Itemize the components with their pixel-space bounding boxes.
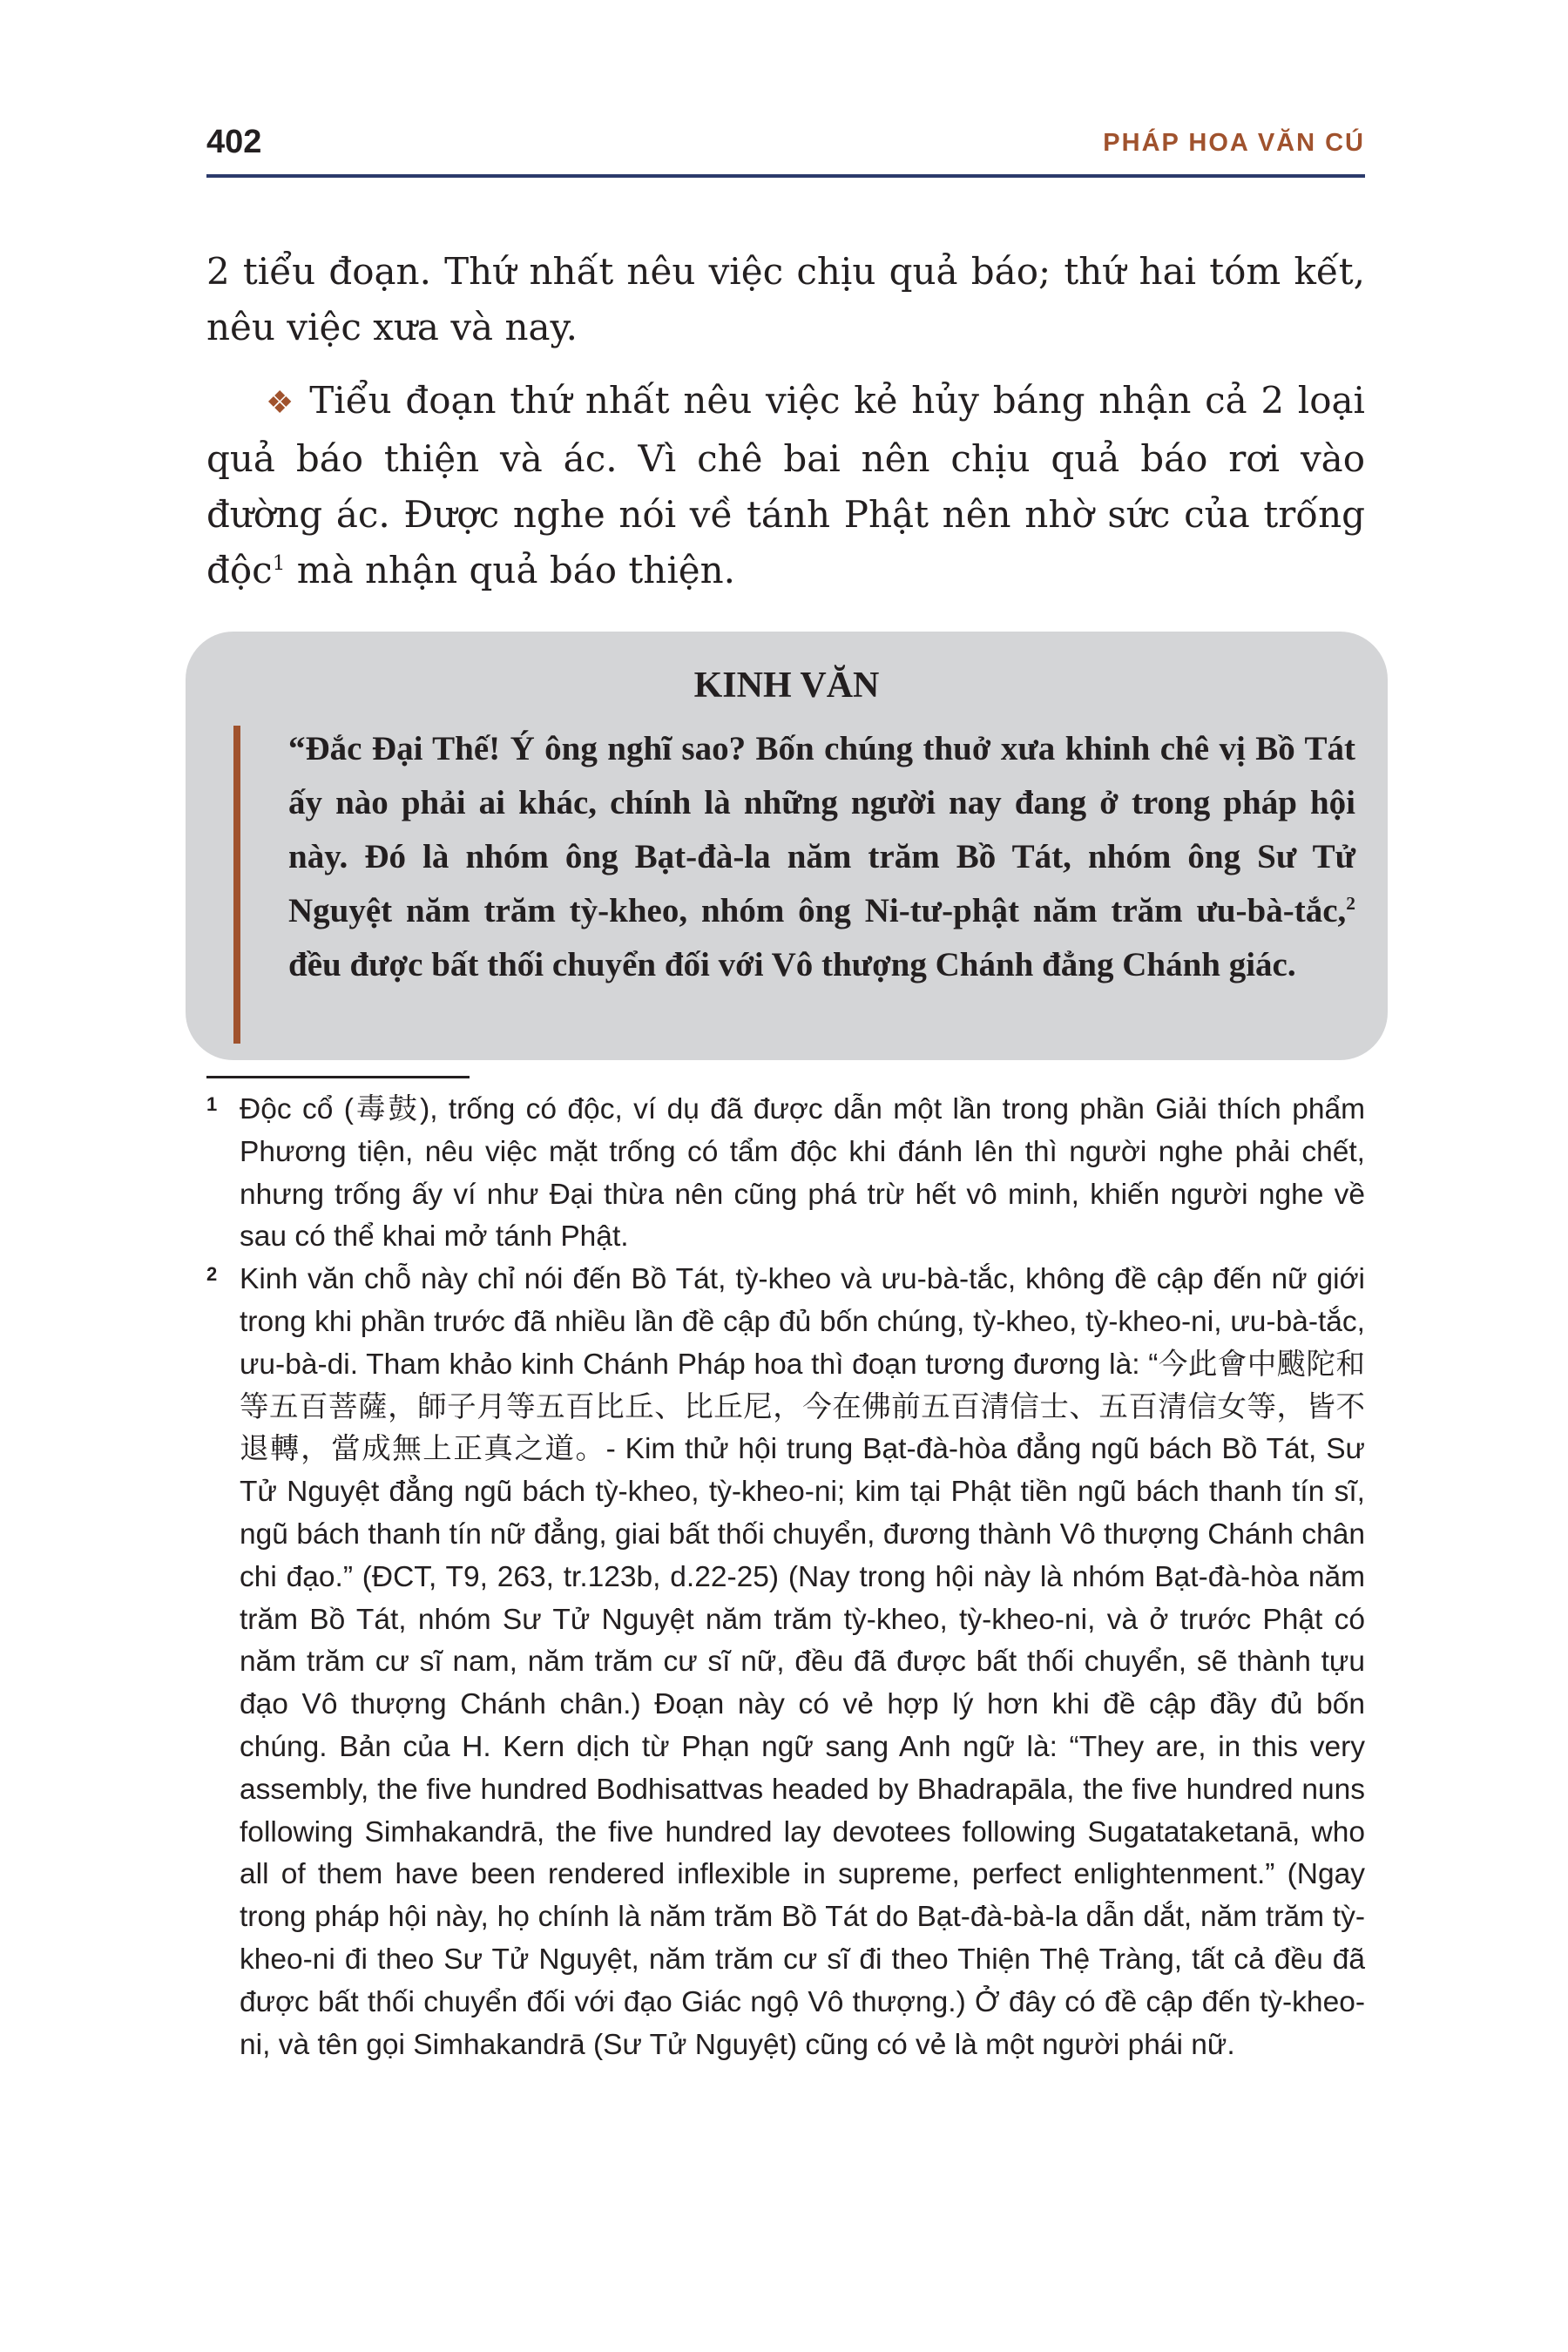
bullet-icon: ❖ (266, 385, 296, 421)
footnote-marker: 1 (206, 1093, 218, 1115)
running-title: PHÁP HOA VĂN CÚ (1103, 129, 1365, 157)
footnote-1 (206, 1089, 1365, 1259)
page-number: 402 (206, 124, 262, 160)
footnote-divider (206, 1076, 470, 1078)
scripture-text: “Đắc Đại Thế! Ý ông nghĩ sao? Bốn chúng thuở xưa khinh chê vị Bồ Tát ấy nào phải ai khác, chính là những người nay đang ở trong pháp hội này. Đó là nhóm ông Bạt-đà-la năm trăm Bồ Tát, nhóm ông Sư Tử Nguyệt năm trăm tỳ-kheo, nhóm ông Ni-tư-phật năm trăm ưu-bà-tắc,$^2$ đều được bất thối chuyển đối với Vô thượng Chánh đẳng Chánh giác. (288, 730, 1355, 983)
scripture-title: KINH VĂN (693, 666, 880, 706)
footnote-text: Kinh văn chỗ này chỉ nói đến Bồ Tát, tỳ-kheo và ưu-bà-tắc, không đề cập đến nữ giới trong khi phần trước đã nhiều lần đề cập đủ bốn chúng, tỳ-kheo, tỳ-kheo-ni, ưu-bà-tắc, ưu-bà-di. Tham khảo kinh Chánh Pháp hoa thì đoạn tương đương là: “今此會中颰陀和等五百菩薩，師子月等五百比丘、比丘尼，今在佛前五百清信士、五百清信女等，皆不退轉，當成無上正真之道。- Kim thử hội trung Bạt-đà-hòa đẳng ngũ bách Bồ Tát, Sư Tử Nguyệt đẳng ngũ bách tỳ-kheo, tỳ-kheo-ni; kim tại Phật tiền ngũ bách thanh tín sĩ, ngũ bách thanh tín nữ đẳng, giai bất thối chuyển, đương thành Vô thượng Chánh chân chi đạo.” (ĐCT, T9, 263, tr.123b, d.22-25) (Nay trong hội này là nhóm Bạt-đà-hòa năm trăm Bồ Tát, nhóm Sư Tử Nguyệt năm trăm tỳ-kheo, tỳ-kheo-ni, và ở trước Phật có năm trăm cư sĩ nam, năm trăm cư sĩ nữ, đều đã được bất thối chuyển, sẽ thành tựu đạo Vô thượng Chánh chân.) Đoạn này có vẻ hợp lý hơn khi đề cập đầy đủ bốn chúng. Bản của H. Kern dịch từ Phạn ngữ sang Anh ngữ là: “They are, in this very assembly, the five hundred Bodhisattvas headed by Bhadrapāla, the five hundred nuns following Simhakandrā, the five hundred lay devotees following Sugatataketanā, who all of them have been rendered inflexible in supreme, perfect enlightenment.” (Ngay trong pháp hội này, họ chính là năm trăm Bồ Tát do Bạt-đà-bà-la dẫn dắt, năm trăm tỳ-kheo-ni đi theo Sư Tử Nguyệt, năm trăm cư sĩ đi theo Thiện Thệ Tràng, tất cả đều đã được bất thối chuyển đối với đạo Giác ngộ Vô thượng.) Ở đây có đề cập đến tỳ-kheo-ni, và tên gọi Simhakandrā (Sư Tử Nguyệt) cũng có vẻ là một người phái nữ. (240, 1263, 1365, 2061)
paragraph: 2 tiểu đoạn. Thứ nhất nêu việc chịu quả báo; thứ hai tóm kết, nêu việc xưa và nay. (206, 250, 1365, 348)
header-divider (206, 174, 1365, 178)
scripture-accent-bar (233, 726, 240, 1044)
page-header (206, 124, 1365, 176)
scripture-box (186, 632, 1388, 1060)
footnote-ref[interactable]: 1 (272, 552, 286, 575)
footnote-ref[interactable]: 2 (1346, 893, 1355, 914)
footnotes (206, 1089, 1365, 2066)
footnote-2 (206, 1259, 1365, 2066)
main-text (206, 244, 1365, 598)
paragraph: ❖ Tiểu đoạn thứ nhất nêu việc kẻ hủy báng nhận cả 2 loại quả báo thiện và ác. Vì chê bai nên chịu quả báo rơi vào đường ác. Được nghe nói về tánh Phật nên nhờ sức của trống độc$^1$ mà nhận quả báo thiện. (206, 379, 1365, 591)
footnote-text: Độc cổ (毒鼓), trống có độc, ví dụ đã được dẫn một lần trong phần Giải thích phẩm Phương tiện, nêu việc mặt trống có tẩm độc khi đánh lên thì người nghe phải chết, nhưng trống ấy ví như Đại thừa nên cũng phá trừ hết vô minh, khiến người nghe về sau có thể khai mở tánh Phật. (240, 1093, 1365, 1254)
footnote-marker: 2 (206, 1263, 218, 1286)
